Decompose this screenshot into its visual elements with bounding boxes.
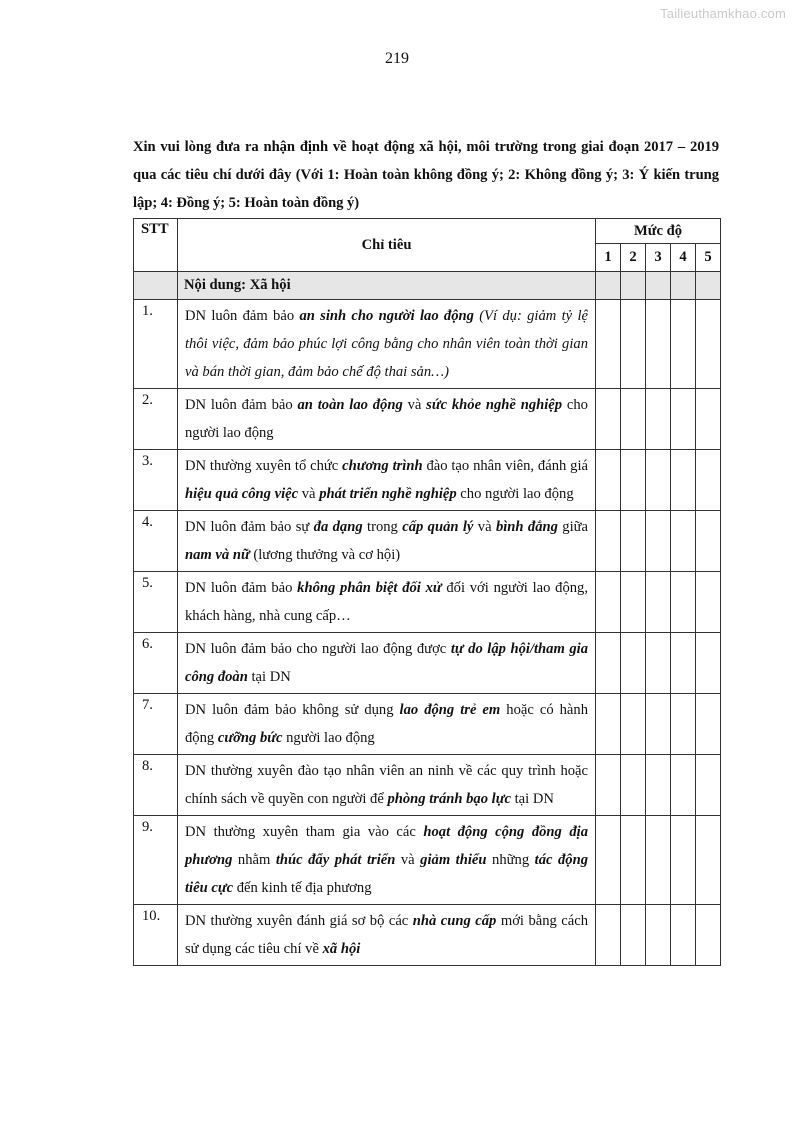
criterion-text-part: đến kinh tế địa phương: [233, 880, 372, 896]
table-row: [134, 572, 721, 633]
score-cell-5[interactable]: [696, 633, 721, 694]
criterion-text-part: DN luôn đảm bảo: [185, 308, 300, 324]
section-score-cell: [621, 272, 646, 300]
criterion-text-part: trong: [362, 519, 403, 535]
watermark: Tailieuthamkhao.com: [660, 6, 786, 21]
score-cell-4[interactable]: [671, 755, 696, 816]
score-cell-3[interactable]: [646, 905, 671, 966]
row-number: 2.: [134, 389, 178, 450]
criterion-emphasis: xã hội: [322, 941, 361, 957]
criterion-emphasis: an toàn lao động: [297, 397, 403, 413]
criterion-emphasis: giảm thiểu: [420, 852, 487, 868]
criterion-emphasis: đa dạng: [313, 519, 363, 535]
criterion-emphasis: lao động trẻ em: [399, 702, 501, 718]
row-number: 10.: [134, 905, 178, 966]
score-cell-4[interactable]: [671, 816, 696, 905]
criterion-text-part: DN thường xuyên tham gia vào các: [185, 824, 424, 840]
score-cell-5[interactable]: [696, 300, 721, 389]
criterion-text-part: DN thường xuyên tổ chức: [185, 458, 343, 474]
score-cell-4[interactable]: [671, 450, 696, 511]
criterion-text: [178, 572, 596, 633]
criterion-emphasis: sức khỏe nghề nghiệp: [426, 397, 563, 413]
criterion-text-part: cho người lao động: [185, 397, 588, 441]
row-number: 4.: [134, 511, 178, 572]
row-number: 7.: [134, 694, 178, 755]
criterion-text: [178, 633, 596, 694]
criterion-text-part: DN luôn đảm bảo sự: [185, 519, 314, 535]
header-score-4: 4: [671, 244, 696, 272]
score-cell-3[interactable]: [646, 300, 671, 389]
criterion-text-part: DN luôn đảm bảo: [185, 580, 298, 596]
criterion-text: [178, 389, 596, 450]
criterion-text-part: (lương thưởng và cơ hội): [249, 547, 401, 563]
score-cell-1[interactable]: [596, 572, 621, 633]
criterion-text-part: mới bằng cách sử dụng các tiêu chí về: [185, 913, 589, 957]
criterion-emphasis: thúc đẩy phát triển: [275, 852, 396, 868]
criterion-text: [178, 300, 596, 389]
criterion-text-part: những: [486, 852, 535, 868]
table-row: [134, 389, 721, 450]
header-score-1: 1: [596, 244, 621, 272]
score-cell-5[interactable]: [696, 572, 721, 633]
criterion-text-part: DN thường xuyên đánh giá sơ bộ các: [185, 913, 413, 929]
criterion-text-part: nhằm: [232, 852, 276, 868]
header-criteria: Chỉ tiêu: [178, 219, 596, 272]
criterion-text: [178, 755, 596, 816]
score-cell-4[interactable]: [671, 905, 696, 966]
score-cell-3[interactable]: [646, 816, 671, 905]
table-row: [134, 816, 721, 905]
score-cell-2[interactable]: [621, 450, 646, 511]
score-cell-5[interactable]: [696, 694, 721, 755]
section-score-cell: [596, 272, 621, 300]
score-cell-3[interactable]: [646, 633, 671, 694]
score-cell-2[interactable]: [621, 633, 646, 694]
criterion-text: [178, 511, 596, 572]
score-cell-4[interactable]: [671, 694, 696, 755]
score-cell-3[interactable]: [646, 755, 671, 816]
score-cell-2[interactable]: [621, 572, 646, 633]
table-row: [134, 450, 721, 511]
criterion-emphasis: không phân biệt đối xử: [297, 580, 442, 596]
criterion-text-part: người lao động: [282, 730, 375, 746]
criterion-emphasis: (Ví dụ: giảm tỷ lệ thôi việc, đảm bảo phúc lợi công bằng cho nhân viên toàn thời gian và bán thời gian, đảm bảo chế độ thai sản…): [185, 308, 588, 380]
score-cell-4[interactable]: [671, 300, 696, 389]
criterion-text-part: và: [298, 486, 320, 502]
score-cell-2[interactable]: [621, 905, 646, 966]
criterion-text-part: và: [473, 519, 496, 535]
criterion-emphasis: cưỡng bức: [217, 730, 283, 746]
score-cell-2[interactable]: [621, 389, 646, 450]
criterion-text-part: đào tạo nhân viên, đánh giá: [422, 458, 588, 474]
criterion-text-part: đối với người lao động, khách hàng, nhà cung cấp…: [185, 580, 588, 624]
section-score-cell: [671, 272, 696, 300]
criterion-emphasis: nhà cung cấp: [412, 913, 497, 929]
score-cell-3[interactable]: [646, 389, 671, 450]
score-cell-1[interactable]: [596, 905, 621, 966]
score-cell-4[interactable]: [671, 511, 696, 572]
criterion-emphasis: cấp quản lý: [402, 519, 474, 535]
section-label: Nội dung: Xã hội: [178, 272, 596, 300]
score-cell-1[interactable]: [596, 816, 621, 905]
score-cell-3[interactable]: [646, 694, 671, 755]
criterion-text-part: và: [402, 397, 427, 413]
score-cell-3[interactable]: [646, 450, 671, 511]
score-cell-1[interactable]: [596, 300, 621, 389]
criterion-text-part: DN luôn đảm bảo cho người lao động được: [185, 641, 451, 657]
score-cell-5[interactable]: [696, 816, 721, 905]
score-cell-2[interactable]: [621, 755, 646, 816]
table-row: [134, 511, 721, 572]
score-cell-5[interactable]: [696, 755, 721, 816]
score-cell-5[interactable]: [696, 905, 721, 966]
row-number: 6.: [134, 633, 178, 694]
row-number: 5.: [134, 572, 178, 633]
criterion-emphasis: nam và nữ: [185, 547, 250, 563]
score-cell-3[interactable]: [646, 511, 671, 572]
score-cell-5[interactable]: [696, 450, 721, 511]
header-score-5: 5: [696, 244, 721, 272]
table-row: [134, 694, 721, 755]
criterion-emphasis: tác động tiêu cực: [185, 852, 588, 896]
header-score-3: 3: [646, 244, 671, 272]
criterion-emphasis: hoạt động cộng đồng địa phương: [185, 824, 588, 868]
score-cell-1[interactable]: [596, 633, 621, 694]
table-row: [134, 905, 721, 966]
criterion-text: [178, 450, 596, 511]
score-cell-2[interactable]: [621, 816, 646, 905]
score-cell-5[interactable]: [696, 511, 721, 572]
criterion-emphasis: phòng tránh bạo lực: [387, 791, 511, 807]
row-number: 9.: [134, 816, 178, 905]
score-cell-1[interactable]: [596, 511, 621, 572]
criterion-text-part: tại DN: [247, 669, 291, 685]
criterion-text-part: và: [395, 852, 421, 868]
score-cell-2[interactable]: [621, 511, 646, 572]
header-stt: STT: [134, 219, 178, 272]
section-row: [134, 272, 721, 300]
criterion-text-part: giữa: [557, 519, 589, 535]
score-cell-1[interactable]: [596, 694, 621, 755]
table-row: [134, 633, 721, 694]
survey-body: [134, 272, 721, 966]
table-header-row: [134, 219, 721, 244]
row-number: 8.: [134, 755, 178, 816]
criterion-text-part: DN thường xuyên đào tạo nhân viên an ninh về các quy trình hoặc chính sách về quyền con người để: [185, 763, 588, 807]
table-row: [134, 300, 721, 389]
criterion-text: [178, 816, 596, 905]
score-cell-2[interactable]: [621, 694, 646, 755]
criterion-text-part: DN luôn đảm bảo không sử dụng: [185, 702, 400, 718]
score-cell-1[interactable]: [596, 755, 621, 816]
section-score-cell: [646, 272, 671, 300]
criterion-emphasis: tự do lập hội/tham gia công đoàn: [185, 641, 589, 685]
survey-table: [133, 218, 721, 966]
criterion-emphasis: bình đẳng: [495, 519, 558, 535]
criterion-emphasis: hiệu quả công việc: [185, 486, 299, 502]
criterion-text: [178, 694, 596, 755]
score-cell-4[interactable]: [671, 389, 696, 450]
criterion-text-part: cho người lao động: [456, 486, 574, 502]
score-cell-4[interactable]: [671, 572, 696, 633]
row-number: 1.: [134, 300, 178, 389]
section-stt-cell: [134, 272, 178, 300]
criterion-text-part: hoặc có hành động: [185, 702, 588, 746]
score-cell-4[interactable]: [671, 633, 696, 694]
survey-instruction: Xin vui lòng đưa ra nhận định về hoạt động xã hội, môi trường trong giai đoạn 2017 – 2019 qua các tiêu chí dưới đây (Với 1: Hoàn toàn không đồng ý; 2: Không đồng ý; 3: Ý kiến trung lập; 4: Đồng ý; 5: Hoàn toàn đồng ý): [133, 139, 719, 211]
header-level: Mức độ: [596, 219, 721, 244]
page-number: 219: [385, 50, 409, 67]
score-cell-5[interactable]: [696, 389, 721, 450]
section-score-cell: [696, 272, 721, 300]
score-cell-1[interactable]: [596, 450, 621, 511]
criterion-text: [178, 905, 596, 966]
row-number: 3.: [134, 450, 178, 511]
score-cell-2[interactable]: [621, 300, 646, 389]
table-row: [134, 755, 721, 816]
header-score-2: 2: [621, 244, 646, 272]
criterion-text-part: tại DN: [510, 791, 554, 807]
score-cell-3[interactable]: [646, 572, 671, 633]
criterion-text-part: DN luôn đảm bảo: [185, 397, 298, 413]
criterion-emphasis: an sinh cho người lao động: [299, 308, 474, 324]
score-cell-1[interactable]: [596, 389, 621, 450]
criterion-emphasis: phát triển nghề nghiệp: [319, 486, 457, 502]
criterion-emphasis: chương trình: [342, 458, 423, 474]
